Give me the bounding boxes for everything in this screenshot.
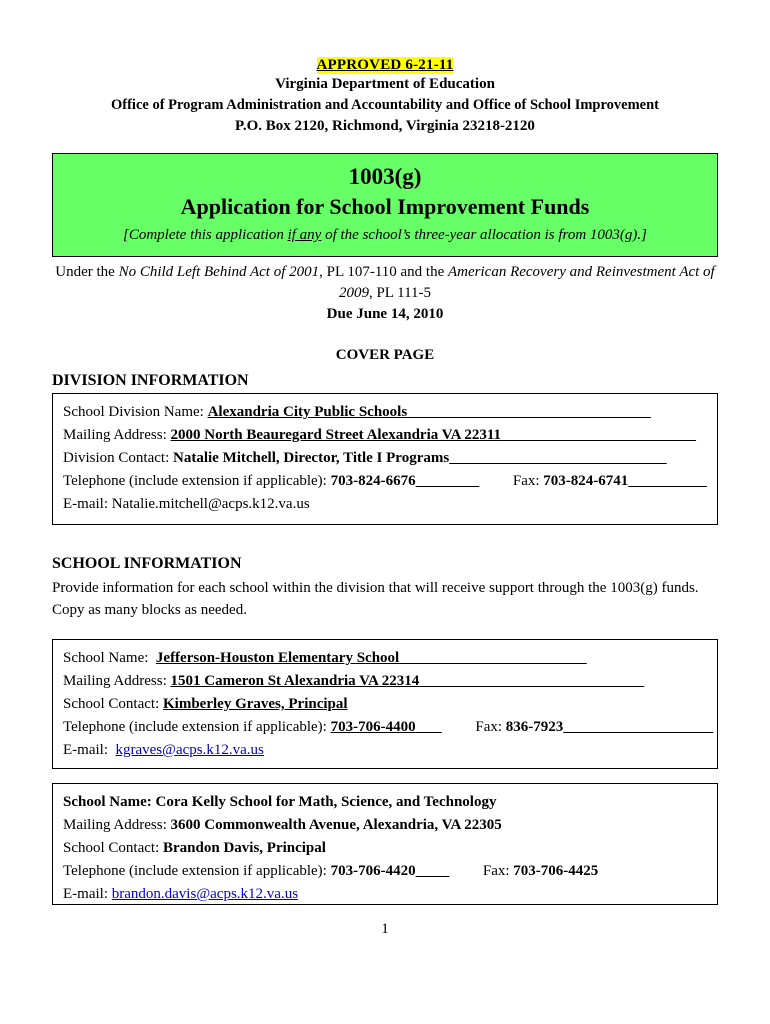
school2-name-label: School Name:	[63, 794, 152, 810]
division-contact-value[interactable]: Natalie Mitchell, Director, Title I Programs	[173, 450, 450, 466]
school1-address-label: Mailing Address:	[63, 673, 167, 689]
division-email-value[interactable]: Natalie.mitchell@acps.k12.va.us	[111, 496, 310, 512]
division-email-label: E-mail:	[63, 496, 108, 512]
application-title: Application for School Improvement Funds	[180, 194, 590, 219]
school1-phone-row	[63, 716, 707, 739]
application-instruction	[63, 224, 707, 246]
authority-act-nclb: No Child Left Behind Act of 2001	[118, 264, 320, 280]
school1-contact-label: School Contact:	[63, 696, 160, 712]
address-line: P.O. Box 2120, Richmond, Virginia 23218-2120	[235, 118, 535, 134]
division-address-row	[63, 424, 707, 447]
school2-address-label: Mailing Address:	[63, 817, 167, 833]
division-fax-rule	[628, 473, 707, 489]
school1-phone-value[interactable]: 703-706-4400	[330, 719, 416, 735]
school2-contact-row	[63, 837, 707, 860]
school2-contact-value[interactable]: Brandon Davis, Principal	[163, 840, 326, 856]
department-line: Virginia Department of Education	[275, 76, 495, 92]
instruction-pre: [Complete this application	[123, 227, 288, 243]
division-email-row	[63, 493, 707, 516]
school1-phone-rule	[416, 719, 442, 735]
title-box	[52, 153, 718, 257]
school2-email-row	[63, 883, 707, 906]
due-date: Due June 14, 2010	[326, 306, 444, 322]
school1-address-row	[63, 670, 707, 693]
school2-fax-value[interactable]: 703-706-4425	[513, 863, 599, 879]
page-number: 1	[381, 921, 389, 937]
division-phone-row	[63, 470, 707, 493]
school2-fax-label: Fax:	[482, 863, 510, 879]
school1-address-value[interactable]: 1501 Cameron St Alexandria VA 22314	[170, 673, 420, 689]
division-address-label: Mailing Address:	[63, 427, 167, 443]
school2-contact-label: School Contact:	[63, 840, 160, 856]
school2-email-value[interactable]: brandon.davis@acps.k12.va.us	[111, 886, 299, 902]
authority-suffix: , PL 111-5	[368, 285, 432, 301]
school1-phone-label: Telephone (include extension if applicable):	[63, 719, 327, 735]
school2-phone-value[interactable]: 703-706-4420	[330, 863, 416, 879]
school1-email-value[interactable]: kgraves@acps.k12.va.us	[115, 742, 264, 758]
authority-mid: , PL 107-110 and the	[319, 264, 449, 280]
division-information-heading: DIVISION INFORMATION	[52, 372, 249, 389]
school1-email-label: E-mail:	[63, 742, 108, 758]
school-information-instructions: Provide information for each school within the division that will receive support through the 1003(g) funds. Copy as many blocks as needed.	[52, 580, 699, 618]
school2-name-row	[63, 791, 707, 814]
authority-prefix: Under the	[55, 264, 119, 280]
school1-name-rule	[399, 650, 587, 666]
division-address-value[interactable]: 2000 North Beauregard Street Alexandria VA 22311	[170, 427, 502, 443]
authority-line	[52, 262, 718, 304]
division-contact-row	[63, 447, 707, 470]
division-name-rule	[407, 404, 651, 420]
school1-name-value[interactable]: Jefferson-Houston Elementary School	[155, 650, 400, 666]
school1-name-label: School Name	[63, 650, 145, 666]
division-contact-label: Division Contact:	[63, 450, 170, 466]
school1-name-row: School Name: Jefferson-Houston Elementary School	[63, 647, 707, 670]
division-phone-rule	[416, 473, 480, 489]
school2-name-value[interactable]: Cora Kelly School for Math, Science, and Technology	[155, 794, 497, 810]
division-fax-label: Fax:	[512, 473, 540, 489]
school1-address-rule	[419, 673, 644, 689]
school2-phone-row	[63, 860, 707, 883]
school2-address-value[interactable]: 3600 Commonwealth Avenue, Alexandria, VA 22305	[170, 817, 502, 833]
school-information-heading: SCHOOL INFORMATION	[52, 555, 242, 572]
school1-fax-value[interactable]: 836-7923	[505, 719, 564, 735]
division-phone-label: Telephone (include extension if applicable):	[63, 473, 327, 489]
school1-contact-value[interactable]: Kimberley Graves, Principal	[163, 696, 348, 712]
document-header	[52, 56, 718, 137]
school-block-2	[52, 783, 718, 905]
school2-address-row	[63, 814, 707, 837]
school1-contact-row	[63, 693, 707, 716]
school1-email-row	[63, 739, 707, 762]
division-name-label: School Division Name:	[63, 404, 204, 420]
approved-stamp: APPROVED 6-21-11	[316, 57, 454, 73]
instruction-emphasis: if any	[287, 227, 322, 243]
office-line: Office of Program Administration and Accountability and Office of School Improvement	[110, 97, 660, 113]
division-phone-value[interactable]: 703-824-6676	[330, 473, 416, 489]
school1-fax-label: Fax:	[475, 719, 503, 735]
division-address-rule	[501, 427, 696, 443]
division-fax-value[interactable]: 703-824-6741	[543, 473, 629, 489]
division-name-value[interactable]: Alexandria City Public Schools	[207, 404, 408, 420]
division-name-row	[63, 401, 707, 424]
school2-phone-label: Telephone (include extension if applicable):	[63, 863, 327, 879]
program-number: 1003(g)	[348, 164, 422, 189]
school2-phone-rule	[416, 863, 450, 879]
instruction-post: of the school’s three-year allocation is from 1003(g).]	[321, 227, 647, 243]
division-contact-rule	[449, 450, 667, 466]
division-information-box	[52, 393, 718, 525]
authority-act-arra: American Recovery and Reinvestment Act of 2009	[338, 264, 715, 301]
school1-fax-rule	[563, 719, 713, 735]
school2-email-label: E-mail:	[63, 886, 108, 902]
school-block-1	[52, 639, 718, 769]
approved-stamp-row	[52, 56, 718, 74]
cover-page-label: COVER PAGE	[335, 347, 435, 363]
